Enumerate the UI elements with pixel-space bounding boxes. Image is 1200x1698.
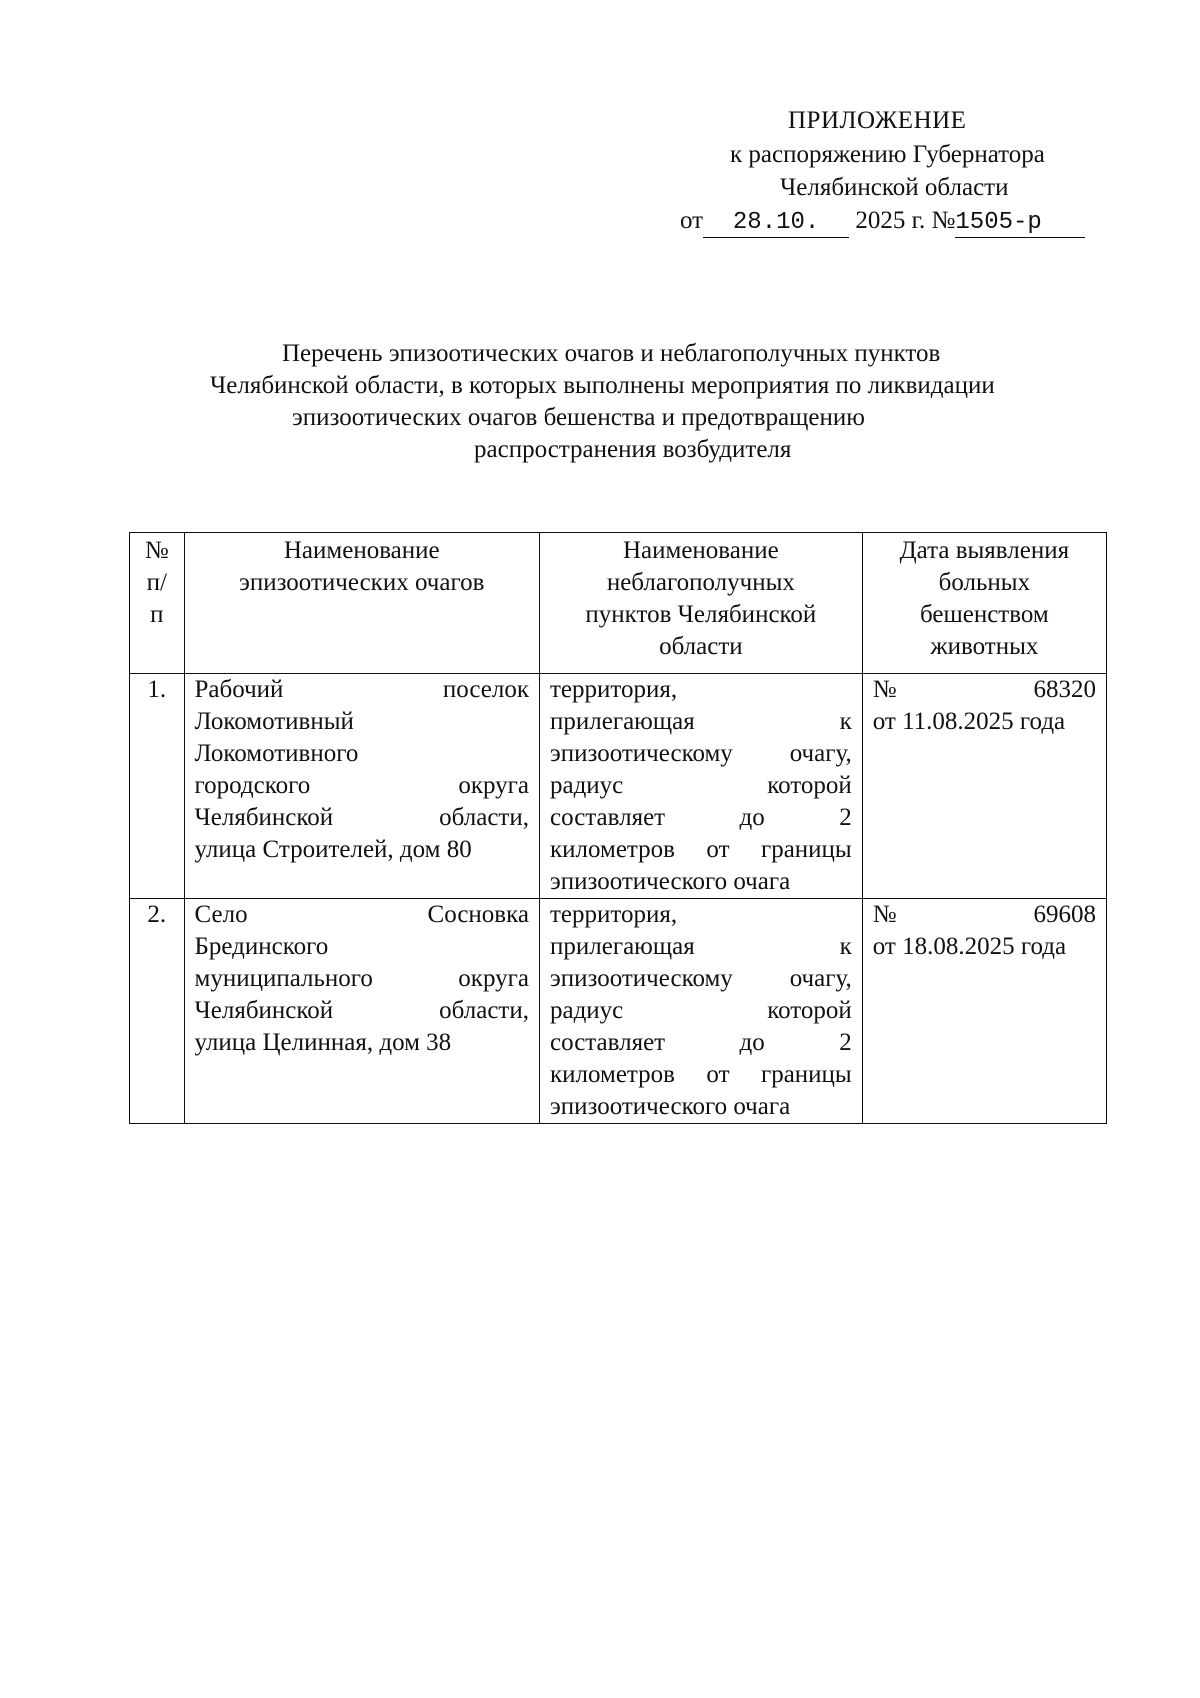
- row-number: 2.: [130, 899, 185, 1124]
- heading-line-3: эпизоотических очагов бешенства и предотвращению: [292, 404, 865, 431]
- appendix-title: ПРИЛОЖЕНИЕ: [788, 107, 967, 134]
- appendix-reference: к распоряжению Губернатора: [730, 141, 1045, 168]
- from-label: от: [680, 207, 704, 234]
- table-row: [130, 674, 1107, 899]
- affected-area: территория, прилегающая к эпизоотическому очагу, радиус которой составляет до 2 километров от границы эпизоотического очага: [539, 899, 862, 1124]
- heading-line-2: Челябинской области, в которых выполнены мероприятия по ликвидации: [210, 372, 995, 399]
- focus-name: Рабочий поселок Локомотивный Локомотивного городского округа Челябинской области, улица Строителей, дом 80: [184, 674, 539, 899]
- detection-date: № 69608 от 18.08.2025 года: [862, 899, 1106, 1124]
- heading-line-1: Перечень эпизоотических очагов и неблагополучных пунктов: [282, 340, 941, 367]
- detection-date: № 68320 от 11.08.2025 года: [862, 674, 1106, 899]
- header-date: Дата выявления больных бешенством животных: [862, 533, 1106, 674]
- affected-area: территория, прилегающая к эпизоотическому очагу, радиус которой составляет до 2 километров от границы эпизоотического очага: [539, 674, 862, 899]
- appendix-region: Челябинской области: [780, 174, 1009, 201]
- header-focus: Наименование эпизоотических очагов: [184, 533, 539, 674]
- row-number: 1.: [130, 674, 185, 899]
- header-area: Наименование неблагополучных пунктов Челябинской области: [539, 533, 862, 674]
- focus-name: Село Сосновка Брединского муниципального округа Челябинской области, улица Целинная, дом 38: [184, 899, 539, 1124]
- header-num: № п/п: [130, 533, 185, 674]
- order-date: 28.10.: [703, 209, 849, 238]
- table-row: [130, 899, 1107, 1124]
- appendix-date-line: [680, 204, 1085, 238]
- heading-line-4: распространения возбудителя: [474, 436, 792, 463]
- foci-table: [129, 532, 1107, 1124]
- table-header-row: [130, 533, 1107, 674]
- order-number: 1505-р: [955, 209, 1085, 238]
- order-year: 2025 г. №: [855, 207, 956, 234]
